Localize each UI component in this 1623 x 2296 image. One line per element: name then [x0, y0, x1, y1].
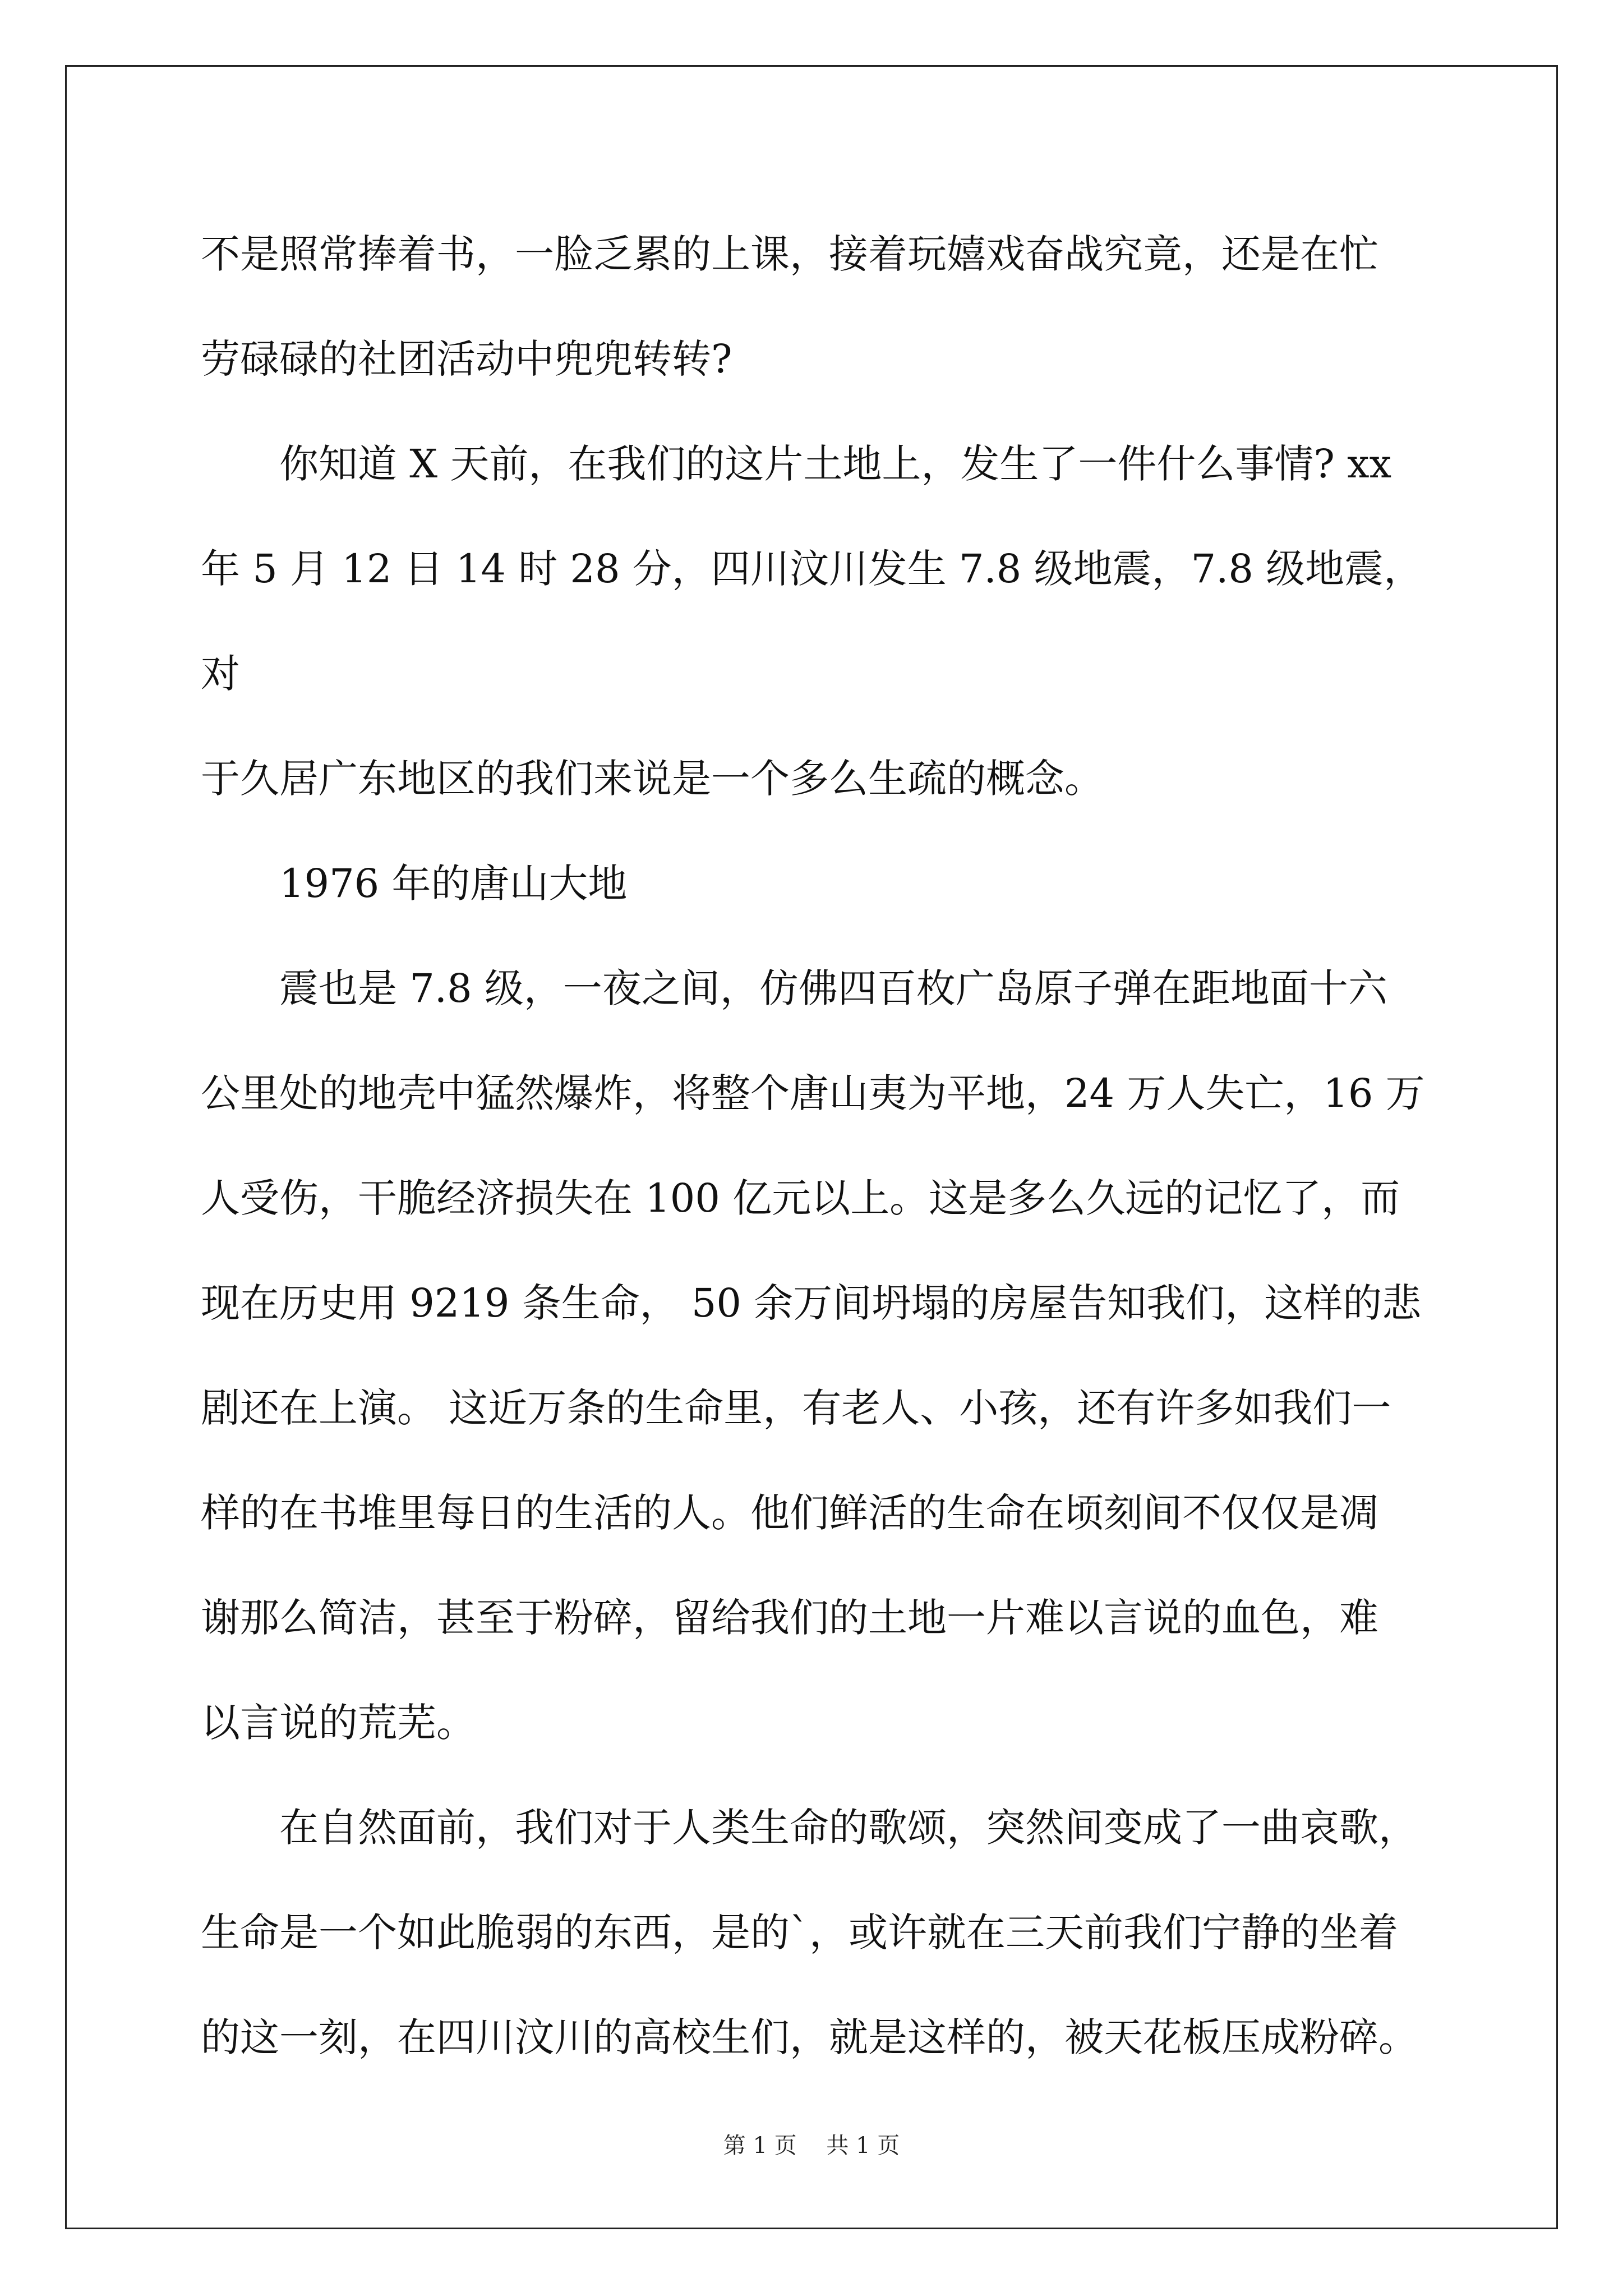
text-line: 于久居广东地区的我们来说是一个多么生疏的概念。: [201, 756, 1104, 802]
text-line: 现在历史用 9219 条生命， 50 余万间坍塌的房屋告知我们，这样的悲: [201, 1280, 1422, 1326]
text-line: 的这一刻，在四川汶川的高校生们，就是这样的，被天花板压成粉碎。: [201, 2014, 1418, 2060]
text-line: 样的在书堆里每日的生活的人。他们鲜活的生命在顷刻间不仅仅是凋: [201, 1490, 1378, 1536]
text-line: 你知道 X 天前，在我们的这片土地上，发生了一件什么事情? xx: [279, 441, 1392, 487]
document-body: [201, 202, 1446, 2090]
text-line: 震也是 7.8 级，一夜之间，仿佛四百枚广岛原子弹在距地面十六: [279, 965, 1387, 1011]
text-line: 剧还在上演。 这近万条的生命里，有老人、小孩，还有许多如我们一: [201, 1385, 1391, 1431]
page-number: 第 1 页: [723, 2133, 797, 2159]
page-footer: [0, 2129, 1623, 2162]
text-line: 1976 年的唐山大地: [279, 861, 628, 907]
text-line: 在自然面前，我们对于人类生命的歌颂，突然间变成了一曲哀歌，: [279, 1805, 1418, 1851]
text-line: 以言说的荒芜。: [201, 1700, 476, 1746]
text-line: 劳碌碌的社团活动中兜兜转转?: [201, 336, 732, 382]
text-line: 不是照常捧着书，一脸乏累的上课，接着玩嬉戏奋战究竟，还是在忙: [201, 231, 1378, 277]
text-line: 人受伤，干脆经济损失在 100 亿元以上。这是多么久远的记忆了，而: [201, 1175, 1400, 1221]
page-total: 共 1 页: [826, 2133, 900, 2159]
text-line: 年 5 月 12 日 14 时 28 分，四川汶川发生 7.8 级地震，7.8 级地震，对: [201, 546, 1423, 697]
text-line: 公里处的地壳中猛然爆炸，将整个唐山夷为平地，24 万人失亡，16 万: [201, 1070, 1425, 1116]
text-line: 谢那么简洁，甚至于粉碎，留给我们的土地一片难以言说的血色，难: [201, 1595, 1378, 1641]
text-line: 生命是一个如此脆弱的东西，是的`，或许就在三天前我们宁静的坐着: [201, 1910, 1398, 1955]
